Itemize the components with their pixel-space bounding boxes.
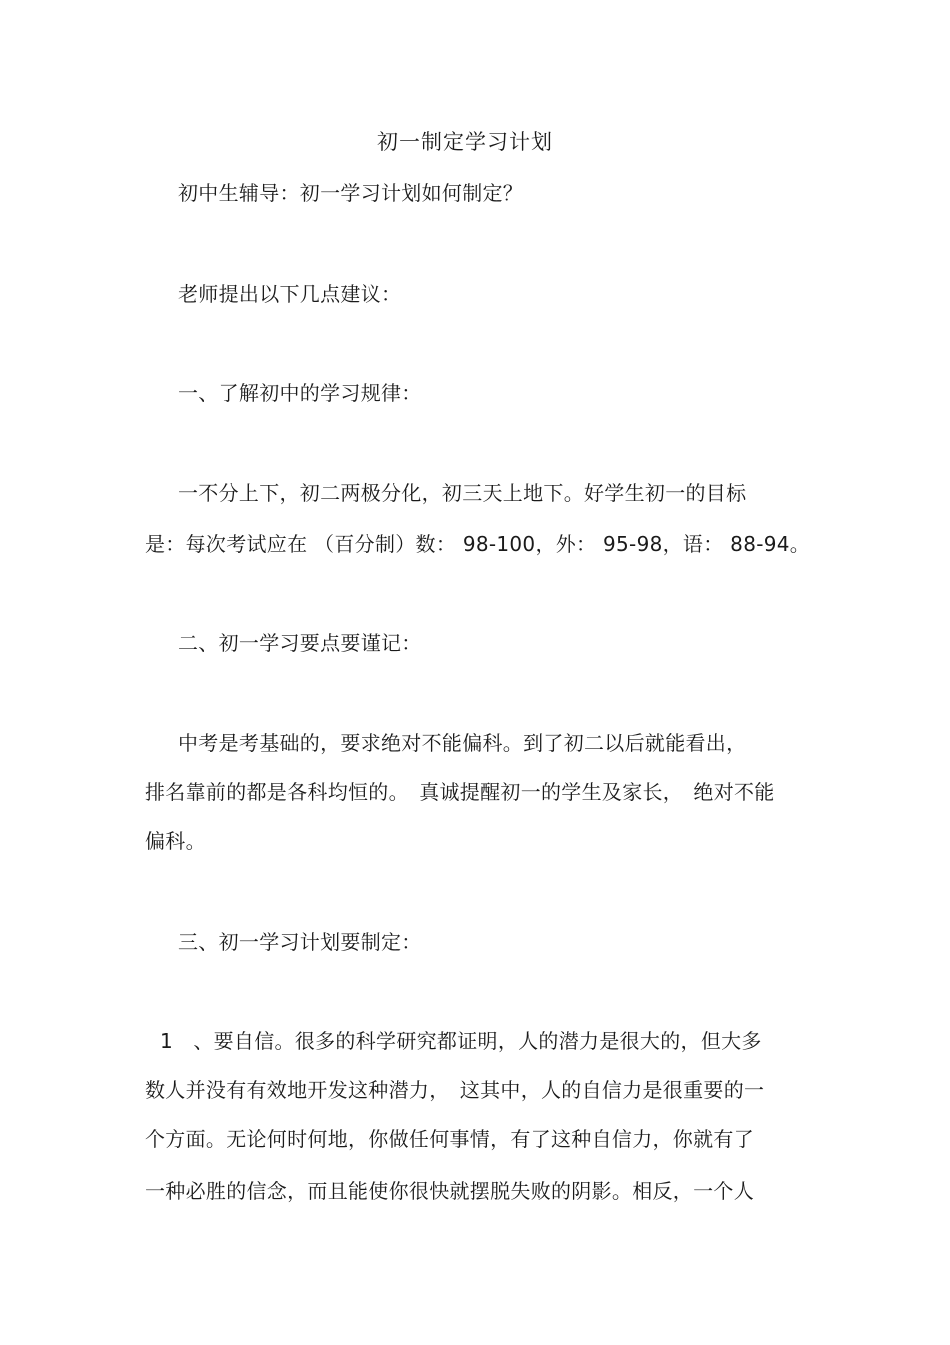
section1-heading: 一、了解初中的学习规律：: [178, 381, 422, 405]
section1-line-1: 一不分上下，初二两极分化，初三天上地下。好学生初一的目标: [178, 481, 747, 505]
section3-line-1: 1 、要自信。很多的科学研究都证明，人的潜力是很大的，但大多: [160, 1029, 762, 1053]
section2-line-3: 偏科。: [145, 829, 206, 853]
section3-line-2: 数人并没有有效地开发这种潜力， 这其中，人的自信力是很重要的一: [145, 1078, 765, 1102]
section2-line-2: 排名靠前的都是各科均恒的。 真诚提醒初一的学生及家长， 绝对不能: [145, 780, 775, 804]
section1-line-2: 是：每次考试应在 （百分制）数： 98-100，外： 95-98，语： 88-94。: [145, 532, 811, 556]
document-title: 初一制定学习计划: [377, 130, 553, 154]
section2-heading: 二、初一学习要点要谨记：: [178, 631, 422, 655]
section2-line-1: 中考是考基础的，要求绝对不能偏科。到了初二以后就能看出，: [178, 731, 747, 755]
subtitle-line: 初中生辅导：初一学习计划如何制定？: [178, 181, 524, 205]
intro-line: 老师提出以下几点建议：: [178, 282, 402, 306]
section3-line-3: 个方面。无论何时何地，你做任何事情，有了这种自信力，你就有了: [145, 1127, 754, 1151]
section3-line-4: 一种必胜的信念，而且能使你很快就摆脱失败的阴影。相反，一个人: [145, 1179, 754, 1203]
section3-heading: 三、初一学习计划要制定：: [178, 930, 422, 954]
